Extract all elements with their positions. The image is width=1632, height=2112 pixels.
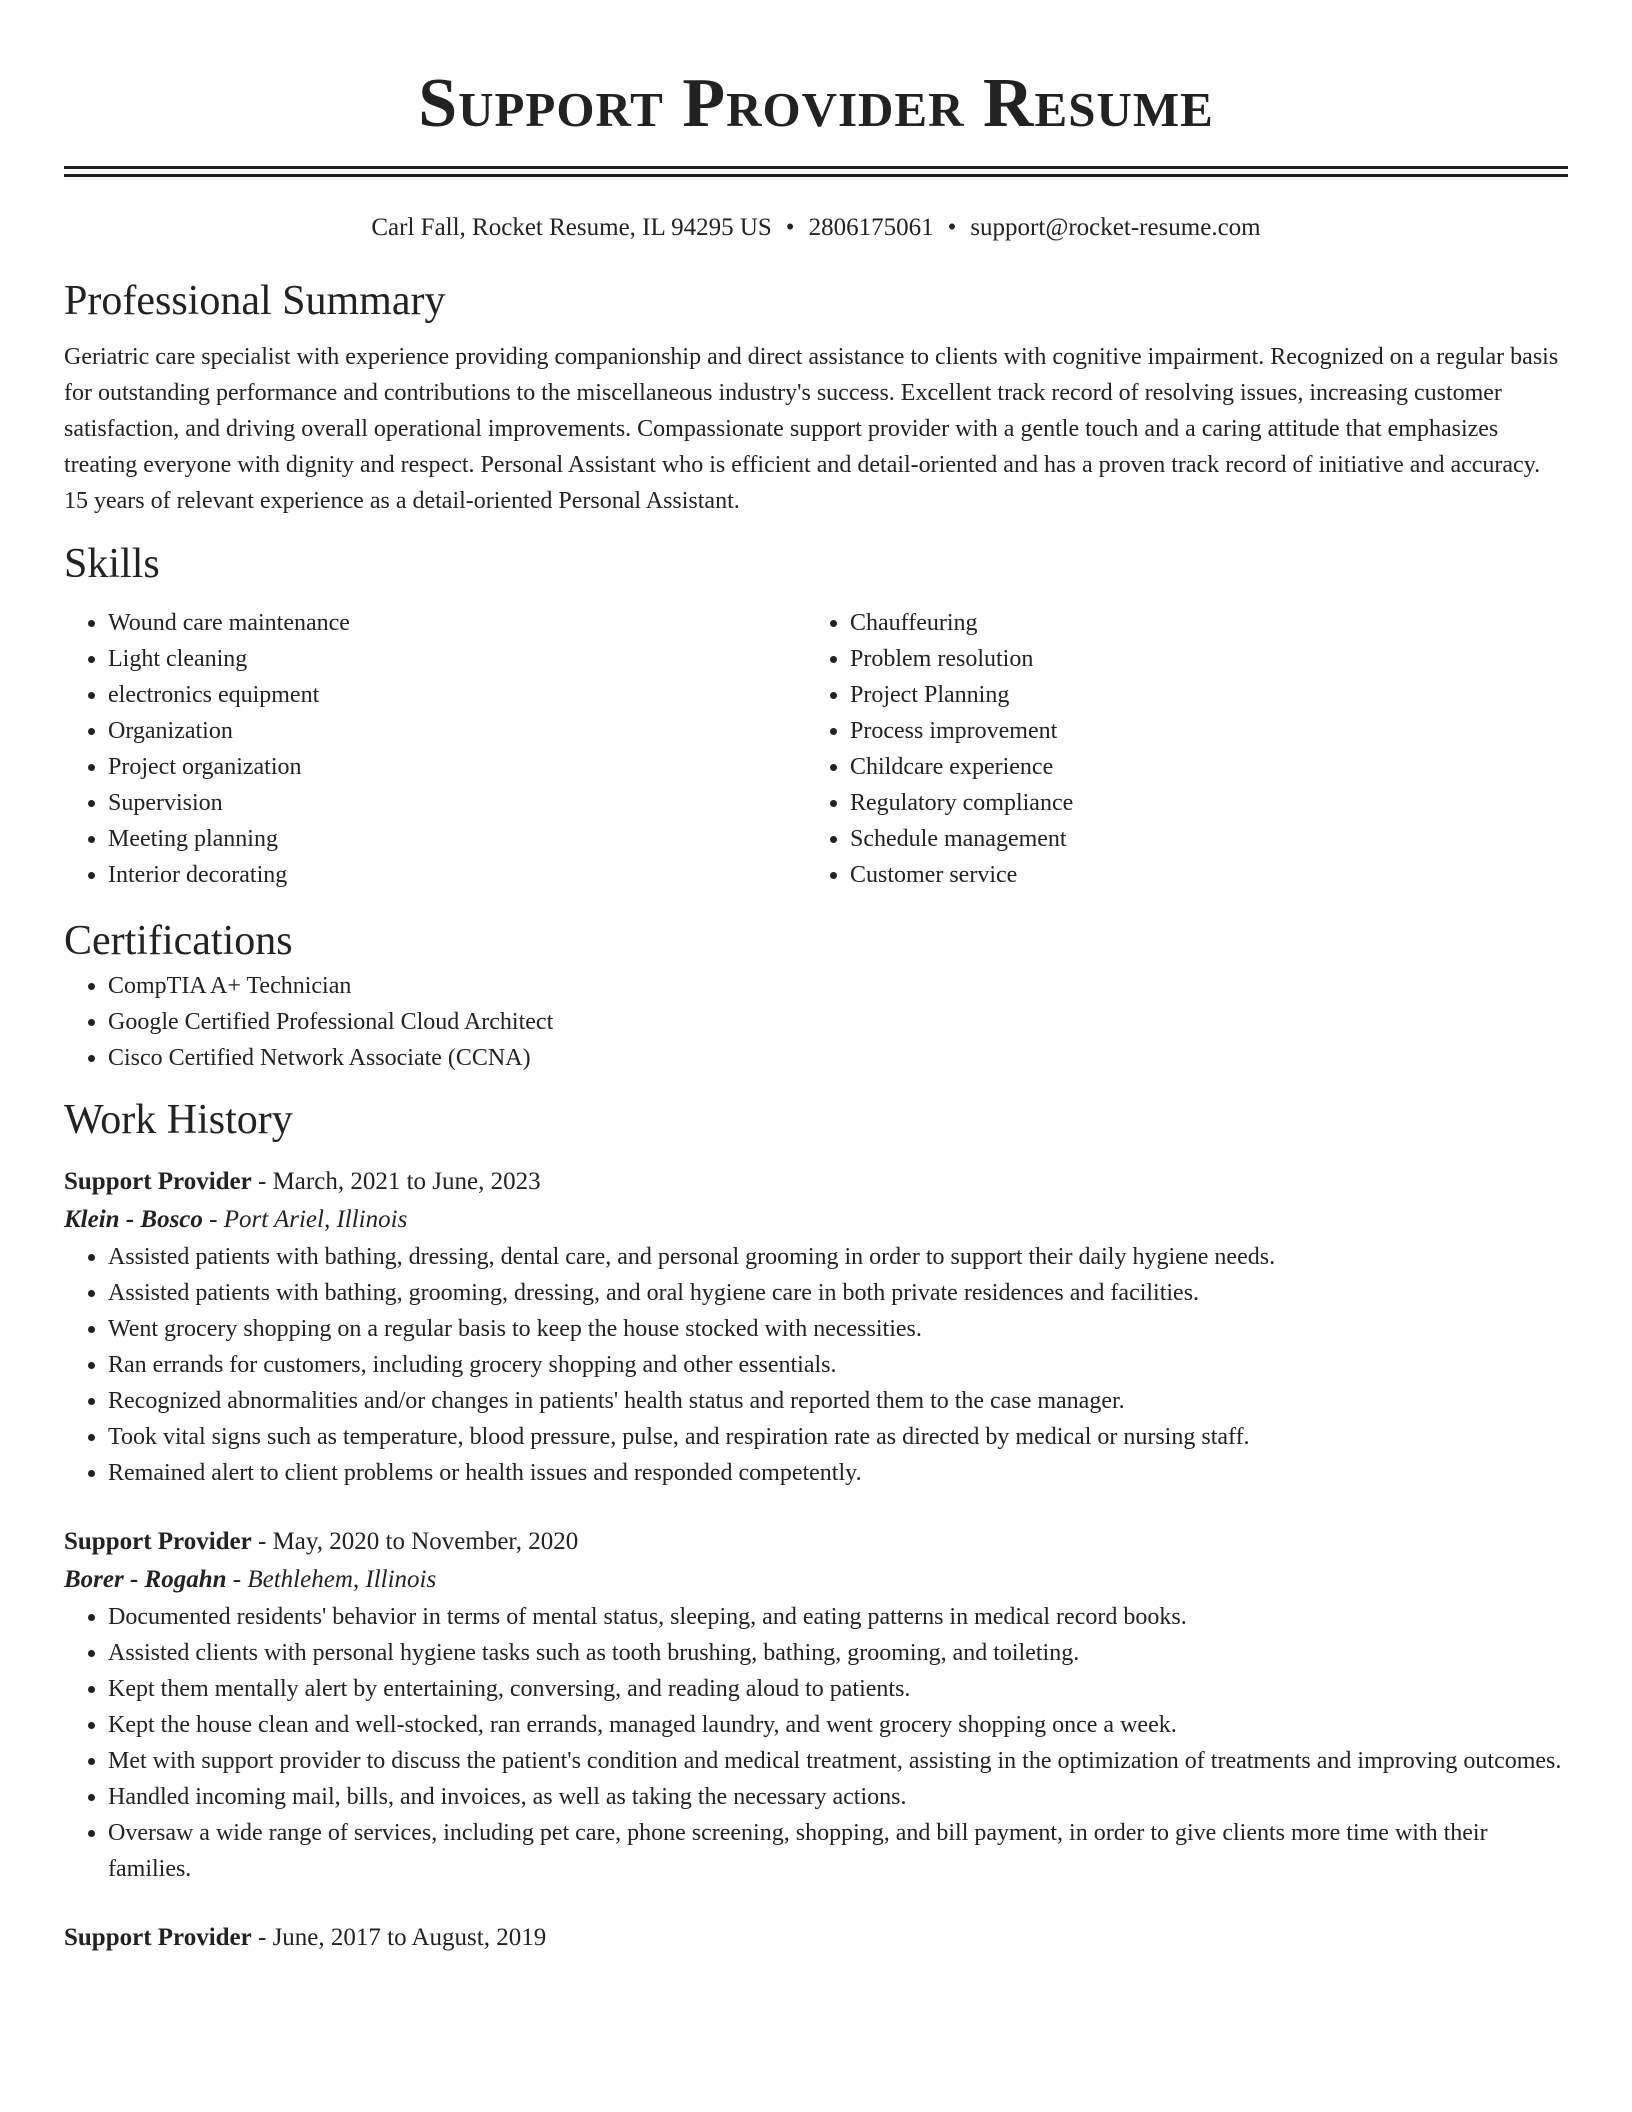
skill-item: • Light cleaning [108,641,806,677]
job-dates: - March, 2021 to June, 2023 [251,1168,541,1195]
job-role: Support Provider [64,1924,252,1951]
certifications-heading: Certifications [64,918,293,964]
job-dates: - May, 2020 to November, 2020 [251,1528,579,1555]
title-double-rule [64,166,1568,177]
skill-item: • Interior decorating [108,857,806,893]
job-duty-item: • Assisted patients with bathing, dressing, dental care, and personal grooming in order to support their daily hygiene needs. [108,1239,1568,1275]
job-location: - Port Ariel, Illinois [202,1206,408,1233]
summary-heading: Professional Summary [64,278,446,324]
skill-item: • Meeting planning [108,821,806,857]
job-employer-line [64,1201,1568,1239]
job-duty-item: • Remained alert to client problems or health issues and responded competently. [108,1455,1568,1491]
resume-title: Support Provider Resume [418,65,1214,142]
contact-phone: 2806175061 [808,214,934,241]
contact-separator: • [947,214,957,241]
resume-page [64,0,1568,1957]
certification-item: • Google Certified Professional Cloud Architect [108,1004,1568,1040]
job-entry [64,1919,1568,1957]
job-role: Support Provider [64,1168,252,1195]
job-duty-item: • Took vital signs such as temperature, blood pressure, pulse, and respiration rate as directed by medical or nursing staff. [108,1419,1568,1455]
skills-heading: Skills [64,541,160,587]
skill-item: • Childcare experience [850,749,1548,785]
job-duties-list [64,1239,1568,1491]
certification-item: • Cisco Certified Network Associate (CCNA) [108,1040,1568,1076]
job-title-line [64,1919,1568,1957]
contact-email: support@rocket-resume.com [970,214,1261,241]
job-duty-item: • Went grocery shopping on a regular basis to keep the house stocked with necessities. [108,1311,1568,1347]
skill-item: • Customer service [850,857,1548,893]
skill-item: • Problem resolution [850,641,1548,677]
job-duty-item: • Met with support provider to discuss the patient's condition and medical treatment, assisting in the optimization of treatments and improving outcomes. [108,1743,1568,1779]
contact-separator: • [785,214,795,241]
job-entry [64,1163,1568,1491]
skills-list-left [64,605,806,893]
skills-list-right [806,605,1548,893]
contact-address: Carl Fall, Rocket Resume, IL 94295 US [371,214,772,241]
certifications-list [64,968,1568,1076]
skill-item: • Process improvement [850,713,1548,749]
work-history-heading: Work History [64,1097,293,1143]
job-company: Borer - Rogahn [64,1566,227,1593]
skill-item: • Project Planning [850,677,1548,713]
job-role: Support Provider [64,1528,252,1555]
job-duty-item: • Documented residents' behavior in terms of mental status, sleeping, and eating patterns in medical record books. [108,1599,1568,1635]
job-duty-item: • Recognized abnormalities and/or changes in patients' health status and reported them to the case manager. [108,1383,1568,1419]
job-duty-item: • Kept them mentally alert by entertaining, conversing, and reading aloud to patients. [108,1671,1568,1707]
job-company: Klein - Bosco [64,1206,203,1233]
job-duty-item: • Assisted clients with personal hygiene tasks such as tooth brushing, bathing, grooming, and toileting. [108,1635,1568,1671]
skill-item: • electronics equipment [108,677,806,713]
job-employer-line [64,1561,1568,1599]
skills-columns [64,605,1568,893]
job-location: - Bethlehem, Illinois [226,1566,437,1593]
job-duty-item: • Oversaw a wide range of services, including pet care, phone screening, shopping, and bill payment, in order to give clients more time with their families. [108,1815,1568,1887]
skill-item: • Schedule management [850,821,1548,857]
job-duties-list [64,1599,1568,1887]
skill-item: • Chauffeuring [850,605,1548,641]
summary-text: Geriatric care specialist with experience providing companionship and direct assistance to clients with cognitive impairment. Recognized on a regular basis for outstanding performance and contributions to the miscellaneous industry's success. Excellent track record of resolving issues, increasing customer satisfaction, and driving overall operational improvements. Compassionate support provider with a gentle touch and a caring attitude that emphasizes treating everyone with dignity and respect. Personal Assistant who is efficient and detail-oriented and has a proven track record of initiative and accuracy. 15 years of relevant experience as a detail-oriented Personal Assistant. [64,344,1559,514]
certification-item: • CompTIA A+ Technician [108,968,1568,1004]
skill-item: • Organization [108,713,806,749]
contact-line [64,212,1568,244]
job-duty-item: • Kept the house clean and well-stocked, ran errands, managed laundry, and went grocery shopping once a week. [108,1707,1568,1743]
job-duty-item: • Ran errands for customers, including grocery shopping and other essentials. [108,1347,1568,1383]
skill-item: • Supervision [108,785,806,821]
skill-item: • Wound care maintenance [108,605,806,641]
job-duty-item: • Handled incoming mail, bills, and invoices, as well as taking the necessary actions. [108,1779,1568,1815]
job-title-line [64,1163,1568,1201]
skill-item: • Regulatory compliance [850,785,1548,821]
skill-item: • Project organization [108,749,806,785]
job-entry [64,1523,1568,1887]
job-title-line [64,1523,1568,1561]
job-dates: - June, 2017 to August, 2019 [251,1924,547,1951]
job-duty-item: • Assisted patients with bathing, grooming, dressing, and oral hygiene care in both private residences and facilities. [108,1275,1568,1311]
